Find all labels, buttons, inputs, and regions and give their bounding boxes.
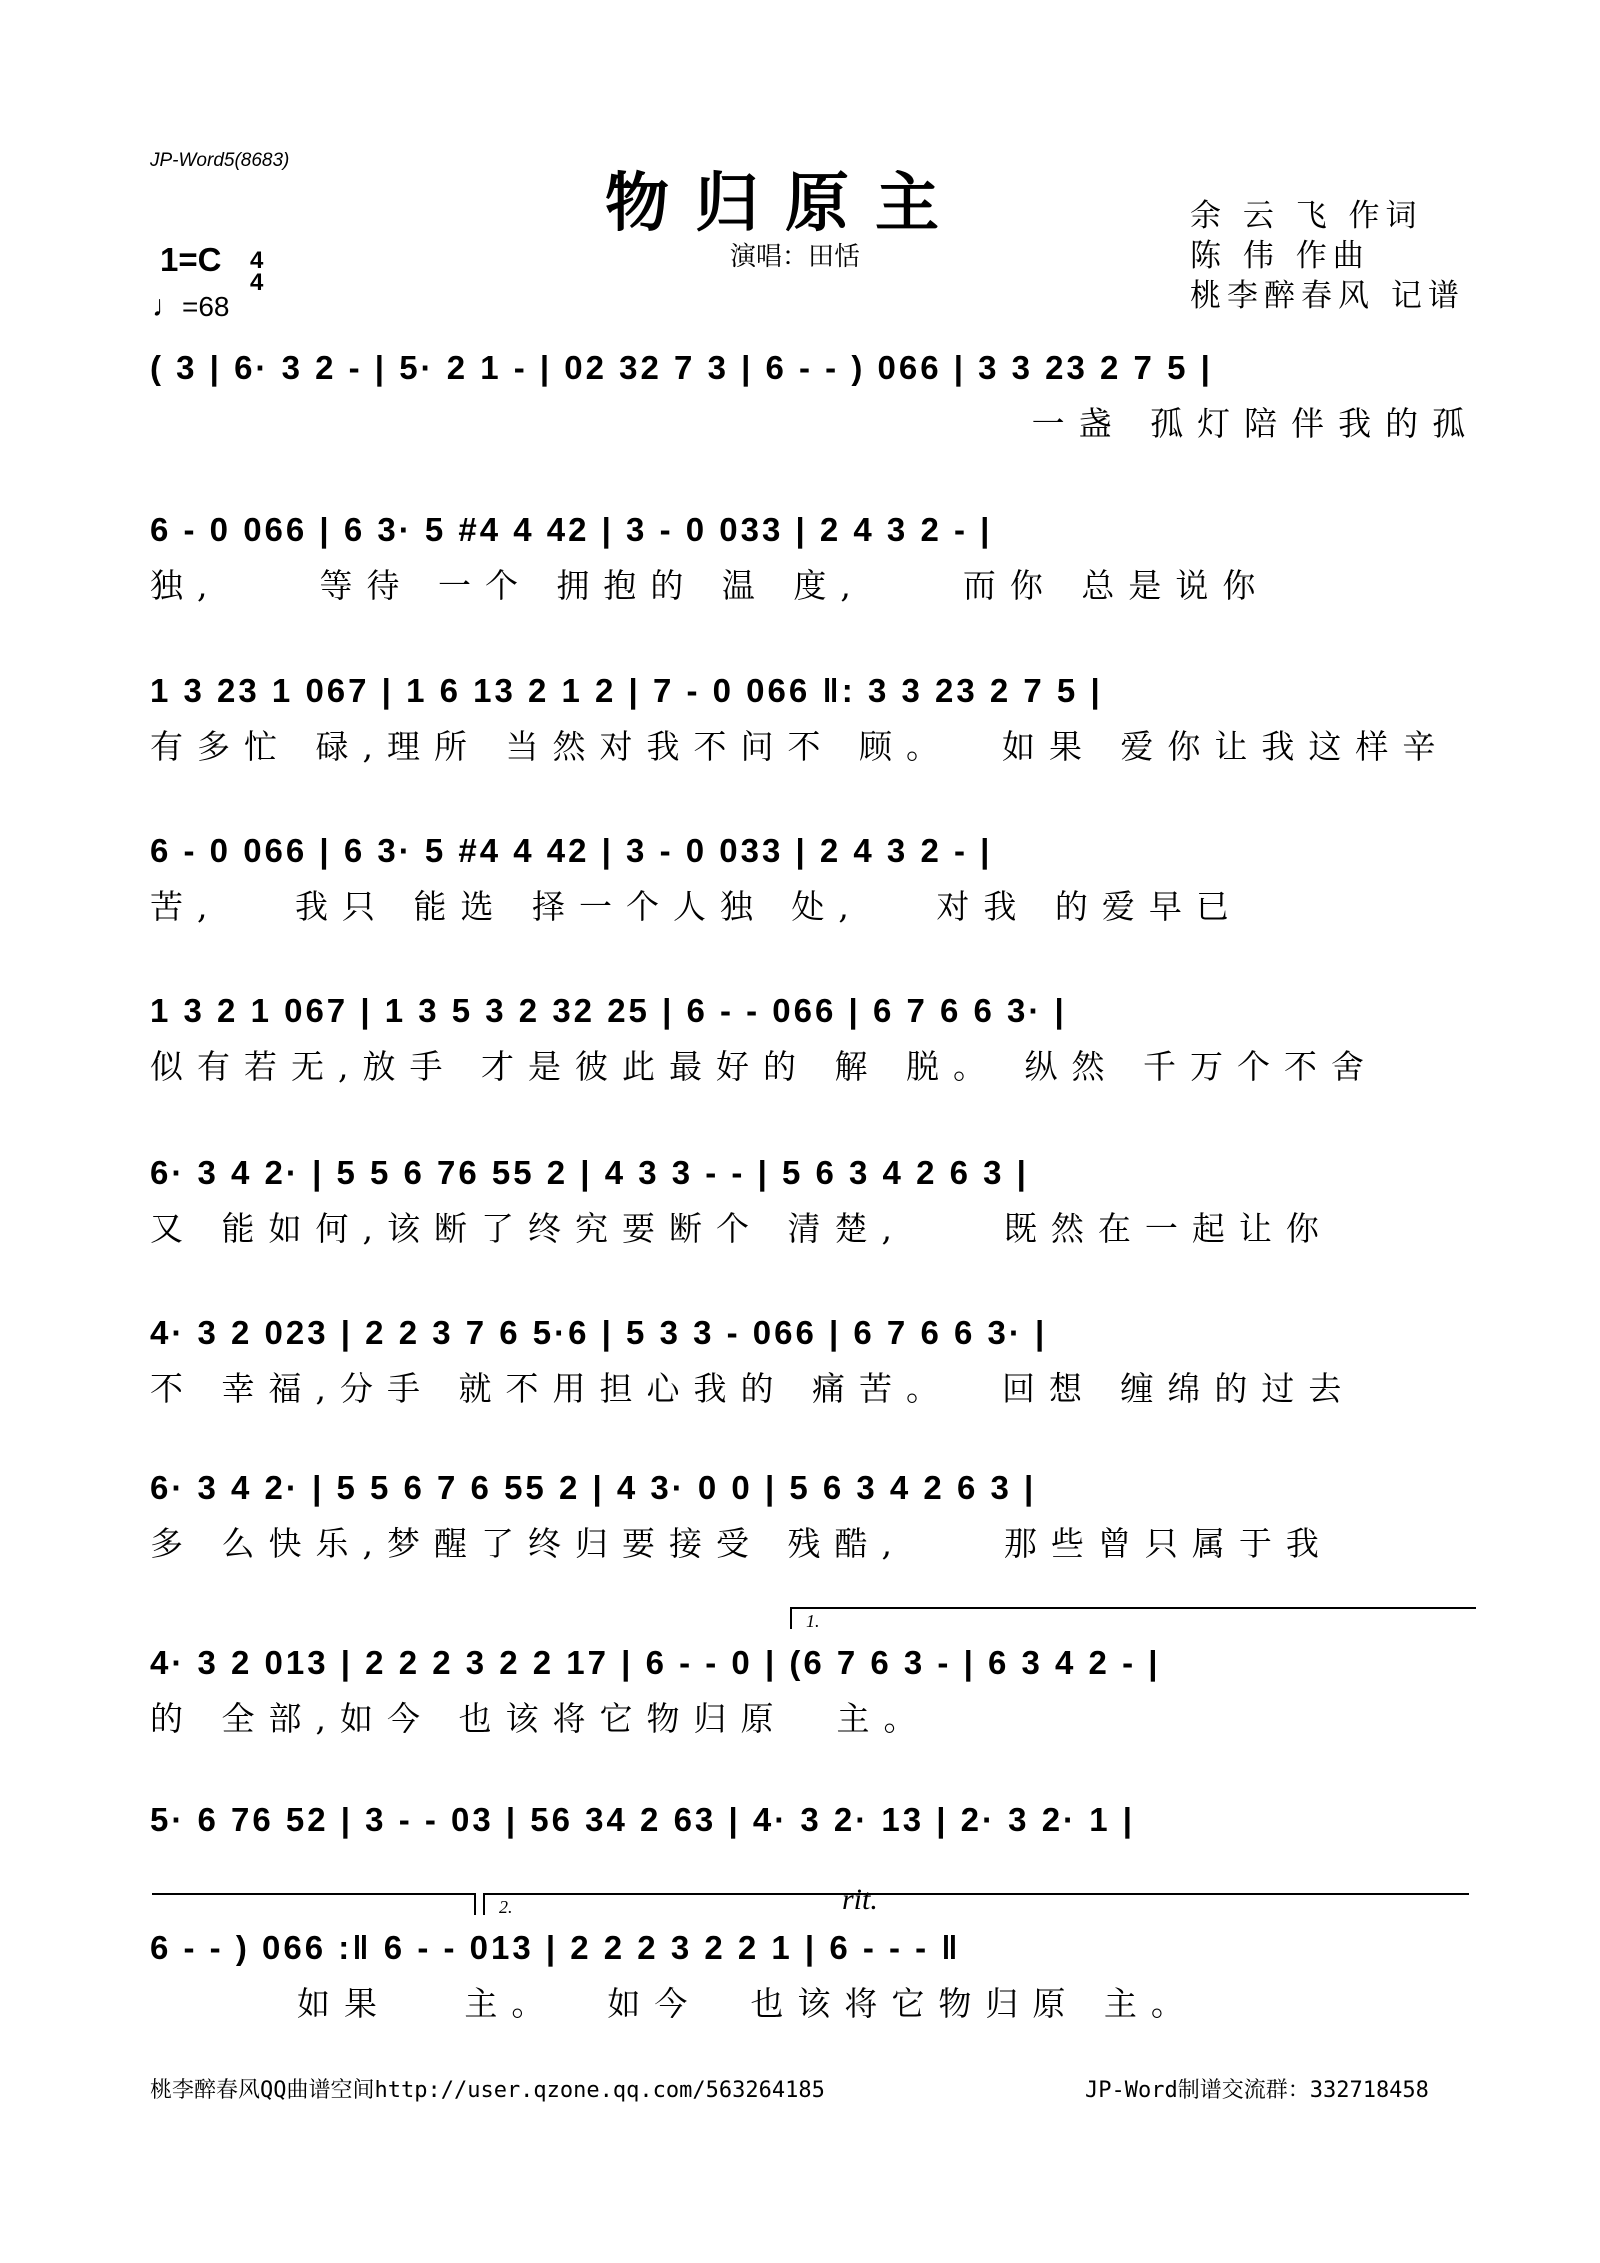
transcriber-credit: 桃李醉春风 记谱: [1190, 278, 1465, 314]
quarter-note-icon: ♩: [152, 290, 182, 323]
lyrics-line: 的 全部,如今 也该将它物归原 主。: [150, 1699, 931, 1738]
lyrics-line: 有多忙 碌,理所 当然对我不问不 顾。 如果 爱你让我这样辛: [150, 727, 1450, 766]
lyrics-line: 似有若无,放手 才是彼此最好的 解 脱。 纵然 千万个不舍: [150, 1047, 1378, 1086]
footer-website: 桃李醉春风QQ曲谱空间http://user.qzone.qq.com/563264185: [150, 2078, 825, 2103]
notation-line: 6 - 0 066 | 6 3· 5 #4 4 42 | 3 - 0 033 | 2 4 3 2 - |: [150, 511, 993, 548]
ritardando-marking: rit.: [842, 1883, 878, 1916]
score-system-10: [150, 1797, 1450, 1843]
score-system-3: [150, 668, 1450, 770]
song-title: 物归原主: [605, 167, 965, 241]
lyricist-credit: 余 云 飞 作词: [1190, 198, 1423, 234]
first-ending-label: 1.: [806, 1611, 820, 1631]
lyrics-line: 苦, 我只 能选 择一个人独 处, 对我 的爱早已: [150, 887, 1243, 926]
score-system-5: [150, 988, 1450, 1090]
lyrics-line: 不 幸福,分手 就不用担心我的 痛苦。 回想 缠绵的过去: [150, 1369, 1356, 1408]
notation-line: 6 - - ) 066 :‖ 6 - - 013 | 2 2 2 3 2 2 1 | 6 - - - ‖: [150, 1929, 961, 1966]
footer-group: JP-Word制谱交流群：332718458: [1085, 2078, 1429, 2103]
tempo-value: =68: [182, 291, 230, 322]
lyrics-line: 一盏 孤灯陪伴我的孤: [150, 404, 1480, 443]
score-system-7: [150, 1310, 1450, 1412]
notation-line: 1 3 2 1 067 | 1 3 5 3 2 32 25 | 6 - - 066 | 6 7 6 6 3· |: [150, 992, 1067, 1029]
score-system-11: [150, 1925, 1450, 2027]
score-system-8: [150, 1465, 1450, 1567]
second-ending-label: 2.: [499, 1897, 513, 1917]
tempo-marking: [152, 290, 230, 324]
singer-label: 演唱：田恬: [730, 242, 861, 272]
lyrics-line: 又 能如何,该断了终究要断个 清楚, 既然在一起让你: [150, 1209, 1333, 1248]
notation-line: 6· 3 4 2· | 5 5 6 76 55 2 | 4 3 3 - - | 5 6 3 4 2 6 3 |: [150, 1154, 1029, 1191]
time-signature: [250, 247, 264, 296]
lyrics-line: 多 么快乐,梦醒了终归要接受 残酷, 那些曾只属于我: [150, 1524, 1333, 1563]
notation-line: 4· 3 2 023 | 2 2 3 7 6 5·6 | 5 3 3 - 066 | 6 7 6 6 3· |: [150, 1314, 1048, 1351]
notation-line: 4· 3 2 013 | 2 2 2 3 2 2 17 | 6 - - 0 | (6 7 6 3 - | 6 3 4 2 - |: [150, 1644, 1161, 1681]
key-signature: 1=C: [160, 241, 222, 278]
notation-line: 1 3 23 1 067 | 1 6 13 2 1 2 | 7 - 0 066 ‖: 3 3 23 2 7 5 |: [150, 672, 1103, 709]
lyrics-line: 独, 等待 一个 拥抱的 温 度, 而你 总是说你: [150, 566, 1270, 605]
notation-line: 5· 6 76 52 | 3 - - 03 | 56 34 2 63 | 4· 3 2· 13 | 2· 3 2· 1 |: [150, 1801, 1135, 1838]
first-ending-bracket: [790, 1607, 1476, 1629]
score-system-2: [150, 507, 1450, 609]
score-system-4: [150, 828, 1450, 930]
time-signature-bottom: 4: [250, 269, 264, 296]
notation-line: ( 3 | 6· 3 2 - | 5· 2 1 - | 02 32 7 3 | 6 - - ) 066 | 3 3 23 2 7 5 |: [150, 349, 1213, 386]
credits: [1190, 196, 1465, 316]
composer-credit: 陈 伟 作曲: [1190, 238, 1370, 274]
score-system-6: [150, 1150, 1450, 1252]
first-ending-continuation: [152, 1893, 476, 1915]
second-ending-bracket: [483, 1893, 1469, 1915]
score-system-9: [150, 1640, 1450, 1742]
lyrics-line: 如果 主。 如今 也该将它物归原 主。: [150, 1984, 1198, 2023]
version-label: JP-Word5(8683): [150, 150, 290, 171]
notation-line: 6· 3 4 2· | 5 5 6 7 6 55 2 | 4 3· 0 0 | 5 6 3 4 2 6 3 |: [150, 1469, 1037, 1506]
score-system-1: [150, 345, 1480, 447]
notation-line: 6 - 0 066 | 6 3· 5 #4 4 42 | 3 - 0 033 | 2 4 3 2 - |: [150, 832, 993, 869]
time-signature-top: 4: [250, 247, 264, 274]
